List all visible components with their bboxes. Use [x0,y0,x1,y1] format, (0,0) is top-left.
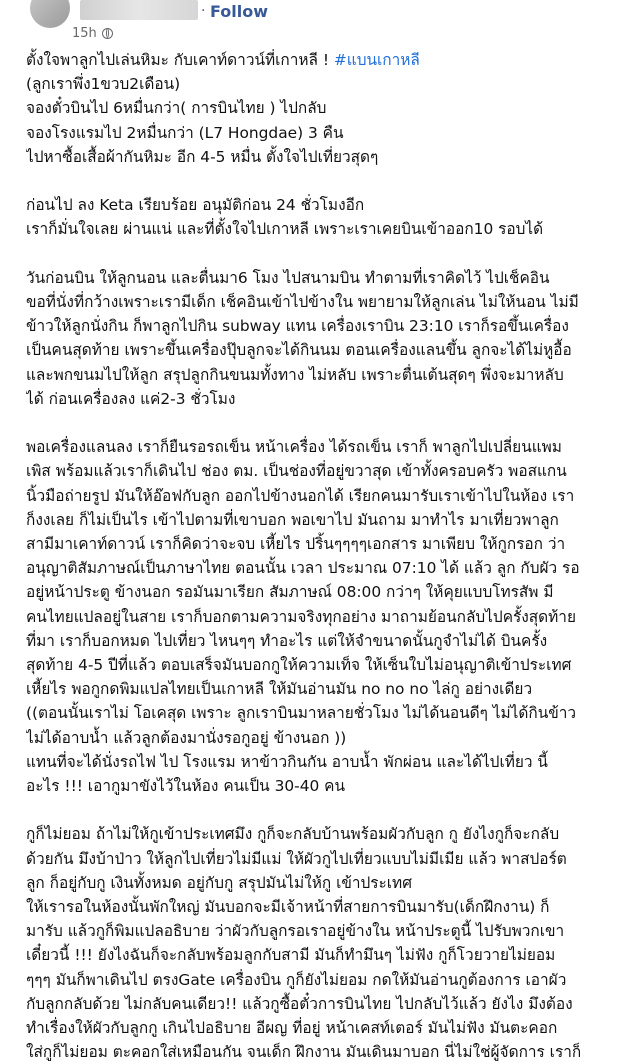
post-text-line: ๆๆๆ มันก็พาเดินไป ตรงGate เครื่องบิน กูก็ยังไม่ยอม กดให้มันอ่านกูต้องการ เอาผัว [26,970,567,989]
post-text-line: คนไทยแปลอยู่ในสาย เราก็บอกตามความจริงทุกอย่าง มาถามย้อนกลับไปครั้งสุดท้าย [26,607,576,626]
post-text-line: พอเครื่องแลนลง เราก็ยืนรอรถเข็น หน้าเครื่อง ได้รถเข็น เราก็ พาลูกไปเปลี่ยนแพม [26,438,562,457]
post-text-line: ที่มา เราก็บอกหมด ไปเที่ยว ไหนๆๆ ทำอะไร แต่ให้จำขนาดนั้นกูจำไม่ได้ บินครั้ง [26,631,548,650]
post-text-line: สามีมาเคาท์ดาวน์ เราก็คิดว่าจะจบ เหี้ยไร ปริ้นๆๆๆๆเอกสาร มาเพียบ ให้กูกรอก ว่า [26,535,566,554]
post-text-line: อะไร !!! เอากูมาขังไว้ในห้อง คนเป็น 30-40 คน [26,777,346,796]
post-text-line: เดี๋ยวนี้ !!! ยังไงฉันก็จะกลับพร้อมลูกกับสามี มันก็ทำมึนๆ ไม่ฟัง กูก็โวยวายไม่ยอม [26,946,556,965]
post-text-line: จองตั๋วบินไป 6หมื่นกว่า( การบินไทย ) ไปกลับ [26,99,327,118]
post-text-line: นิ้วมือถ่ายรูป มันให้อ๊อฟกับลูก ออกไปข้างนอกได้ เรียกคนมารับเราเข้าไปในห้อง เรา [26,486,575,505]
post-text-line [26,48,618,72]
post-text-line: ก่อนไป ลง Keta เรียบร้อย อนุมัติก่อน 24 ชั่วโมงอีก [26,196,365,215]
post-text-line: ทำเรื่องให้ผัวกับลูกกู เกินไปอธิบาย อีผญ ที่อยู่ หน้าเคสท์เตอร์ มันไม่ฟัง มันตะคอก [26,1019,558,1038]
post-text-line [26,411,618,435]
post-text-line: มารับ แล้วกูก็พิมแปลอธิบาย ว่าผัวกับลูกรอเราอยู่ข้างใน หน้าประตูนี้ ไปรับพวกเขา [26,922,565,941]
post-text-line: กูก็ไม่ยอม ถ้าไม่ให้กูเข้าประเทศมึง กูก็จะกลับบ้านพร้อมผัวกับลูก กู ยังไงกูก็จะกลับ [26,825,560,844]
post-text-line: กับลูกกลับด้วย ไม่กลับคนเดียว!! แล้วกูซื้อตั๋วการบินไทย ไปกลับไว้แล้ว ยังไง มึงต้อง [26,994,573,1013]
post-text-line: อยู่หน้าประตู ข้างนอก รอมันมาเรียก สัมภาษณ์ 08:00 กว่าๆ ให้คุยแบบโทรสัพ มี [26,583,554,602]
post-text-line: สุดท้าย 4-5 ปีที่แล้ว ตอบเสร็จมันบอกกูให้ความเท็จ ให้เซ็นใบไม่อนุญาติเข้าประเทศ [26,656,572,675]
post-text-line: แทนที่จะได้นั่งรถไฟ ไป โรงแรม หาข้าวกินกัน อาบน้ำ พักผ่อน และได้ไปเที่ยว นี้ [26,752,548,771]
post-text-line: ให้เรารอในห้องนั้นพักใหญ่ มันบอกจะมีเจ้าหน้าที่สายการบินมารับ(เด็กฝึกงาน) ก็ [26,898,550,917]
post-text-line: ไปหาซื้อเสื้อผ้ากันหิมะ อีก 4-5 หมื่น ตั้งใจไปเที่ยวสุดๆ [26,147,379,166]
post-text-line: จองโรงแรมไป 2หมื่นกว่า (L7 Hongdae) 3 คืน [26,123,344,142]
hashtag-link[interactable]: #แบนเกาหลี [333,51,420,69]
avatar[interactable] [30,0,70,28]
post-text-line: วันก่อนบิน ให้ลูกนอน และตื่นมา6 โมง ไปสนามบิน ทำตามที่เราคิดไว้ ไปเช็คอิน [26,268,550,287]
follow-button[interactable]: Follow [210,2,269,21]
post-text-segment: ตั้งใจพาลูกไปเล่นหิมะ กับเคาท์ดาวน์ที่เกาหลี ! [26,51,329,69]
post-text-line: เพิส พร้อมแล้วเราก็เดินไป ช่อง ตม. เป็นช่องที่อยู่ขวาสุด เข้าทั้งครอบครัว พอสแกน [26,462,567,481]
post-text-line: ลูก ก็อยู่กับกู เงินทั้งหมด อยู่กับกู สรุปมันไม่ให้กู เข้าประเทศ [26,873,412,892]
post-text-line: และพกขนมไปให้ลูก สรุปลูกกินขนมทั้งทาง ไม่หลับ เพราะตื่นเต้นสุดๆ พึ่งจะมาหลับ [26,365,564,384]
post-text-line: เหี้ยไร พอกูกดพิมแปลไทยเป็นเกาหลี ให้มันอ่านมัน no no no ไล่กู อย่างเดียว [26,680,533,699]
post-text-line: อนุญาติสัมภาษณ์เป็นภาษาไทย ตอนนั้น เวลา ประมาณ 07:10 ได้ แล้ว ลูก กับผัว รอ [26,559,580,578]
post-text-line: (ลูกเราพึ่ง1ขวบ2เดือน) [26,75,181,94]
post-text-line: ใส่กูก็ไม่ยอม ตะคอกใส่เหมือนกัน จนเด็ก ฝึกงาน มันเดินมาบอก นี่ไม่ใช่ผู้จัดการ เราก็ [26,1043,582,1062]
post-text-line: เป็นคนสุดท้าย เพราะขึ้นเครื่องปุ๊บลูกจะได้กินนม ตอนเครื่องแลนขึ้น ลูกจะได้ไม่หูอื้อ [26,341,572,360]
post-header [0,0,624,44]
separator-dot: · [201,3,206,19]
post-text-line: ได้ ก่อนเครื่องลง แค่2-3 ชั่วโมง [26,389,236,408]
post-text-line [26,798,618,822]
post-text-line: ขอที่นั่งที่กว้างเพราะเรามีเด็ก เช็คอินเข้าไปข้างใน พยายามให้ลูกเล่น ไม่ให้นอน ไม่มี [26,293,579,311]
post-body [26,48,618,1064]
post-meta [72,26,113,41]
post-text-line: ข้าวให้ลูกนั่งกิน ก็พาลูกไปกิน subway แทน เครื่องเราบิน 23:10 เราก็รอขึ้นเครื่อง [26,317,569,336]
post-text-line: ด้วยกัน มึงบ้าป่าว ให้ลูกไปเที่ยวไม่มีแม่ ให้ผัวกูไปเที่ยวแบบไม่มีเมีย แล้ว พาสปอร์ต [26,849,567,868]
post-text-line: เราก็มั่นใจเลย ผ่านแน่ และที่ตั้งใจไปเกาหลี เพราะเราเคยบินเข้าออก10 รอบได้ [26,220,544,239]
post-timestamp[interactable]: 15h [72,26,97,41]
post-text-line [26,169,618,193]
post-text-line: ก็งงเลย ก็ไม่เป็นไร เข้าไปตามที่เขาบอก พอเขาไป มันถาม มาทำไร มาเที่ยวพาลูก [26,510,559,529]
post-text-line: ((ตอนนั้นเราไม่ โอเคสุด เพราะ ลูกเราบินมาหลายชั่วโมง ไม่ได้นอนดีๆ ไม่ได้กินข้าว [26,704,577,723]
post-text-line [26,242,618,266]
post-text-line: ไม่ได้อาบน้ำ แล้วลูกต้องมานั่งรอกูอยู่ ข้างนอก )) [26,728,347,747]
author-name-redacted[interactable] [80,0,198,20]
globe-icon [102,28,113,39]
